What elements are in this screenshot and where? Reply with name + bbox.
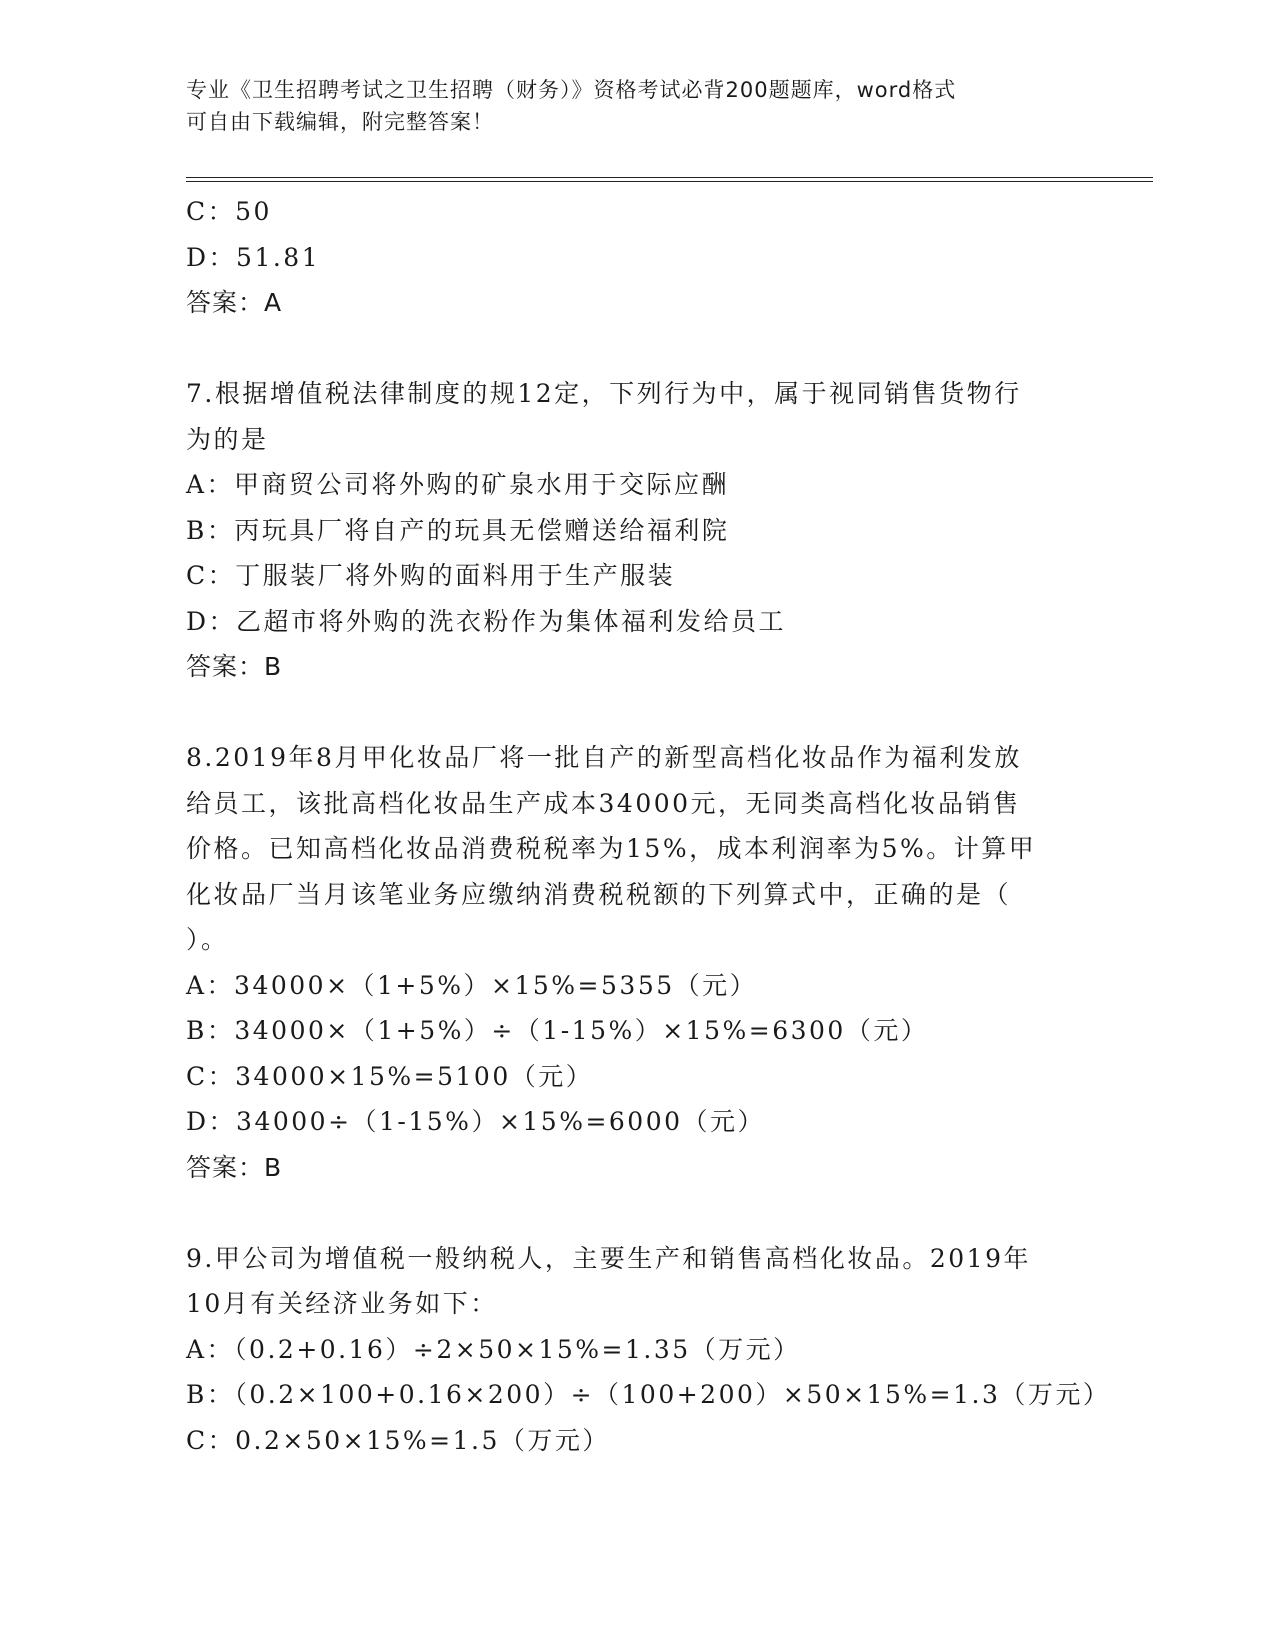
option-b: B：34000×（1+5%）÷（1-15%）×15%=6300（元） xyxy=(186,1016,929,1045)
header-line-1: 专业《卫生招聘考试之卫生招聘（财务）》资格考试必背200题题库，word格式 xyxy=(186,78,957,102)
header-divider-bottom xyxy=(186,181,1153,182)
question-text-line: 8.2019年8月甲化妆品厂将一批自产的新型高档化妆品作为福利发放 xyxy=(186,743,1022,772)
question-text-line: 9.甲公司为增值税一般纳税人，主要生产和销售高档化妆品。2019年 xyxy=(186,1243,1031,1273)
option-c: C：0.2×50×15%=1.5（万元） xyxy=(186,1425,610,1455)
option-c: C：50 xyxy=(186,197,272,226)
option-d: D：51.81 xyxy=(186,242,321,272)
document-header xyxy=(186,74,1066,138)
question-text-line: 给员工，该批高档化妆品生产成本34000元，无同类高档化妆品销售 xyxy=(186,788,1021,818)
header-divider-top xyxy=(186,177,1153,178)
spacer xyxy=(186,326,1086,372)
option-b: B：丙玩具厂将自产的玩具无偿赠送给福利院 xyxy=(186,515,730,545)
question-8 xyxy=(186,735,1086,1190)
question-text-line: 为的是 xyxy=(186,424,269,454)
answer: 答案：A xyxy=(186,288,283,317)
question-text-line: 7.根据增值税法律制度的规12定，下列行为中，属于视同销售货物行 xyxy=(186,379,1022,408)
spacer xyxy=(186,690,1086,736)
option-c: C：34000×15%=5100（元） xyxy=(186,1061,594,1091)
option-d: D：乙超市将外购的洗衣粉作为集体福利发给员工 xyxy=(186,606,787,636)
option-d: D：34000÷（1-15%）×15%=6000（元） xyxy=(186,1107,766,1136)
question-9 xyxy=(186,1236,1111,1464)
question-text-line: 10月有关经济业务如下： xyxy=(186,1289,498,1318)
option-a: A：34000×（1+5%）×15%=5355（元） xyxy=(186,970,758,1000)
previous-question xyxy=(186,189,1086,326)
question-text-line: 价格。已知高档化妆品消费税税率为15%，成本利润率为5%。计算甲 xyxy=(186,834,1037,863)
spacer xyxy=(186,1190,1086,1236)
option-a: A：（0.2+0.16）÷2×50×15%=1.35（万元） xyxy=(186,1334,801,1364)
option-a: A：甲商贸公司将外购的矿泉水用于交际应酬 xyxy=(186,470,730,499)
question-text-line: ）。 xyxy=(186,925,229,954)
question-7 xyxy=(186,371,1086,690)
header-line-2: 可自由下载编辑，附完整答案！ xyxy=(186,110,494,134)
document-body xyxy=(186,189,1111,1463)
question-text-line: 化妆品厂当月该笔业务应缴纳消费税税额的下列算式中，正确的是（ xyxy=(186,879,1012,909)
answer: 答案：B xyxy=(186,652,283,681)
option-c: C：丁服装厂将外购的面料用于生产服装 xyxy=(186,561,676,590)
option-b: B：（0.2×100+0.16×200）÷（100+200）×50×15%=1.3（万元） xyxy=(186,1380,1111,1409)
answer: 答案：B xyxy=(186,1152,283,1182)
